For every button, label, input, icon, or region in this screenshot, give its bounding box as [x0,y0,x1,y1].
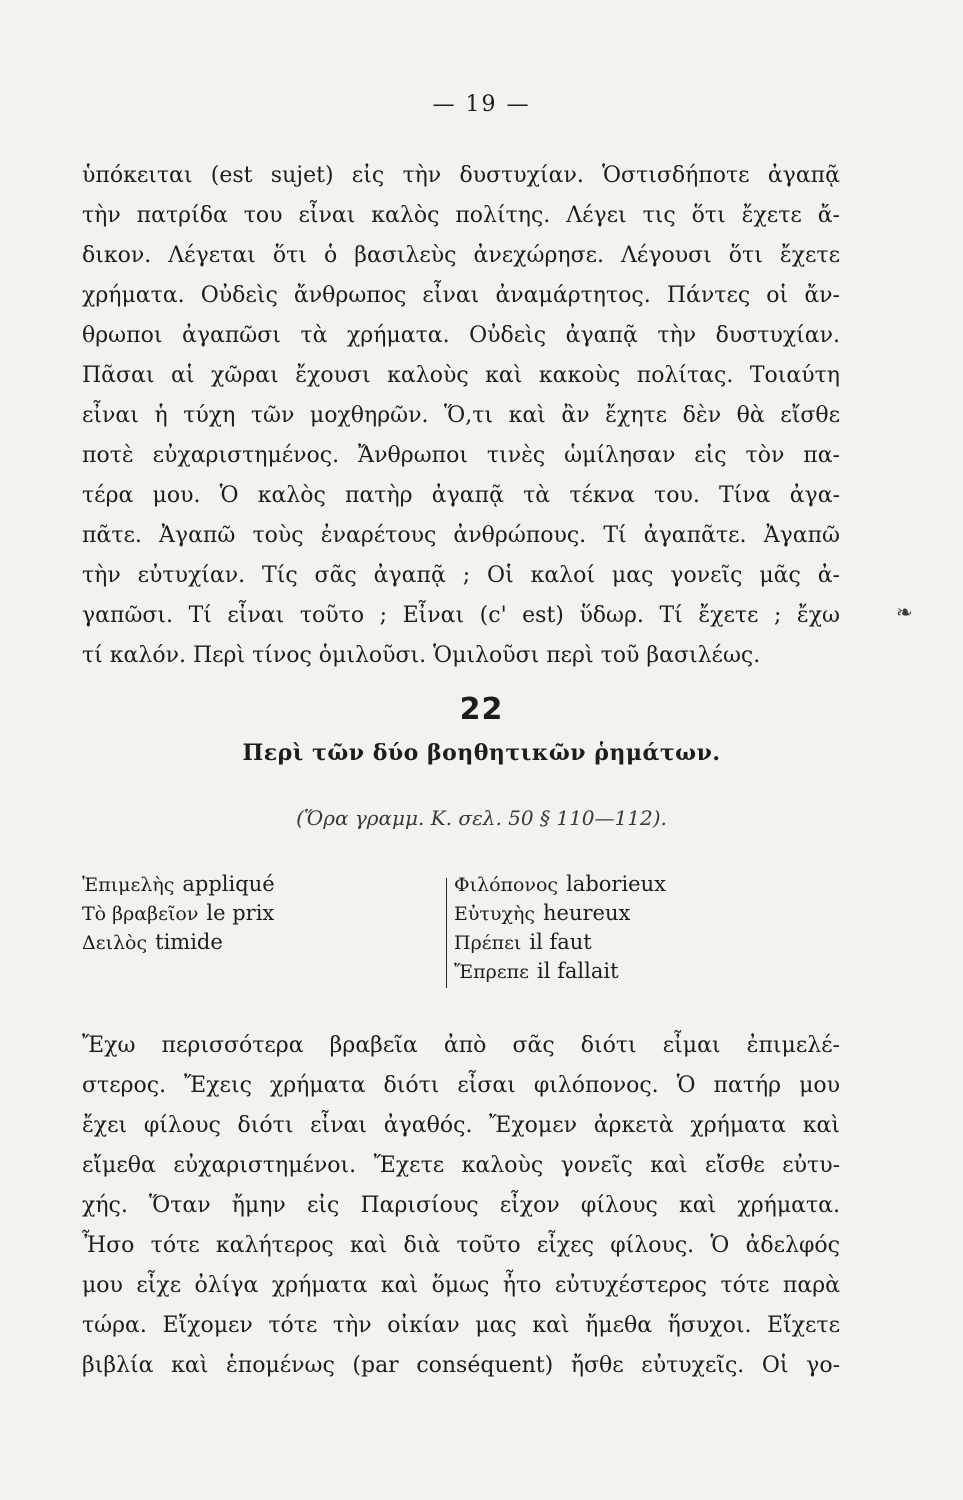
vocab-entry [454,870,814,899]
vocab-greek: Εὐτυχὴς [454,903,536,925]
section-title: Περὶ τῶν δύο βοηθητικῶν ῥημάτων. [242,740,721,766]
text-line: εἴμεθα εὐχαριστημένοι. Ἔχετε καλοὺς γονεῖς καὶ εἴσθε εὐτυ- [82,1153,840,1178]
text-line: τώρα. Εἴχομεν τότε τὴν οἰκίαν μας καὶ ἤμεθα ἥσυχοι. Εἴχετε [82,1313,840,1338]
vocab-entry [82,928,432,957]
text-line: γαπῶσι. Τί εἶναι τοῦτο ; Εἶναι (c' est) ὕδωρ. Τί ἔχετε ; ἔχω [82,603,840,628]
vocab-french: timide [155,930,223,954]
text-line: βιβλία καὶ ἑπομένως (par conséquent) ἤσθε εὐτυχεῖς. Οἱ γο- [82,1353,840,1378]
text-line: τὴν πατρίδα του εἶναι καλὸς πολίτης. Λέγει τις ὅτι ἔχετε ἄ- [82,203,840,228]
vocab-entry [82,870,432,899]
vocab-french: le prix [206,901,275,925]
vocab-greek: Τὸ βραβεῖον [82,903,199,925]
text-line: Ἦσο τότε καλήτερος καὶ διὰ τοῦτο εἶχες φίλους. Ὁ ἀδελφός [82,1233,840,1258]
vocab-entry [454,899,814,928]
vocabulary-divider [446,878,447,988]
vocab-greek: Ἐπιμελὴς [82,874,175,896]
vocab-greek: Ἔπρεπε [454,961,529,983]
text-line: μου εἶχε ὀλίγα χρήματα καὶ ὅμως ἦτο εὐτυχέστερος τότε παρὰ [82,1273,840,1298]
margin-mark: ❧ [896,600,913,624]
grammar-reference: (Ὅρα γραμμ. Κ. σελ. 50 § 110—112). [296,806,667,830]
page-number: — 19 — [432,92,531,117]
vocab-french: il faut [529,930,592,954]
text-line: Πᾶσαι αἱ χῶραι ἔχουσι καλοὺς καὶ κακοὺς πολίτας. Τοιαύτη [82,363,840,388]
vocab-greek: Πρέπει [454,932,522,954]
vocab-greek: Φιλόπονος [454,874,559,896]
paragraph-2 [82,1026,840,1386]
section-number: 22 [459,692,504,727]
text-line: χής. Ὅταν ἤμην εἰς Παρισίους εἶχον φίλους καὶ χρήματα. [82,1193,840,1218]
paragraph-1 [82,156,840,676]
vocabulary-left [82,870,432,957]
text-line: δικον. Λέγεται ὅτι ὁ βασιλεὺς ἀνεχώρησε. Λέγουσι ὅτι ἔχετε [82,243,840,268]
text-line: ὑπόκειται (est sujet) εἰς τὴν δυστυχίαν. Ὁστισδήποτε ἀγαπᾷ [82,163,840,188]
text-line: ποτὲ εὐχαριστημένος. Ἄνθρωποι τινὲς ὡμίλησαν εἰς τὸν πα- [82,443,840,468]
text-line: εἶναι ἡ τύχη τῶν μοχθηρῶν. Ὅ,τι καὶ ἂν ἔχητε δὲν θὰ εἴσθε [82,403,840,428]
vocab-french: il fallait [537,959,619,983]
vocab-entry [454,957,814,986]
vocab-entry [82,899,432,928]
text-line: χρήματα. Οὐδεὶς ἄνθρωπος εἶναι ἀναμάρτητος. Πάντες οἱ ἄν- [82,283,840,308]
vocab-greek: Δειλὸς [82,932,148,954]
vocab-french: appliqué [182,872,275,896]
vocabulary-right [454,870,814,986]
text-line: τί καλόν. Περὶ τίνος ὁμιλοῦσι. Ὁμιλοῦσι περὶ τοῦ βασιλέως. [82,643,761,668]
vocab-entry [454,928,814,957]
text-line: θρωποι ἀγαπῶσι τὰ χρήματα. Οὐδεὶς ἀγαπᾷ τὴν δυστυχίαν. [82,323,840,348]
text-line: στερος. Ἔχεις χρήματα διότι εἶσαι φιλόπονος. Ὁ πατήρ μου [82,1073,840,1098]
vocab-french: heureux [543,901,631,925]
vocab-french: laborieux [566,872,666,896]
text-line: ἔχει φίλους διότι εἶναι ἀγαθός. Ἔχομεν ἀρκετὰ χρήματα καὶ [82,1113,840,1138]
text-line: τέρα μου. Ὁ καλὸς πατὴρ ἀγαπᾷ τὰ τέκνα του. Τίνα ἀγα- [82,483,840,508]
text-line: Ἔχω περισσότερα βραβεῖα ἀπὸ σᾶς διότι εἶμαι ἐπιμελέ- [82,1033,840,1058]
text-line: πᾶτε. Ἀγαπῶ τοὺς ἐναρέτους ἀνθρώπους. Τί ἀγαπᾶτε. Ἀγαπῶ [82,523,840,548]
text-line: τὴν εὐτυχίαν. Τίς σᾶς ἀγαπᾷ ; Οἱ καλοί μας γονεῖς μᾶς ἀ- [82,563,840,588]
